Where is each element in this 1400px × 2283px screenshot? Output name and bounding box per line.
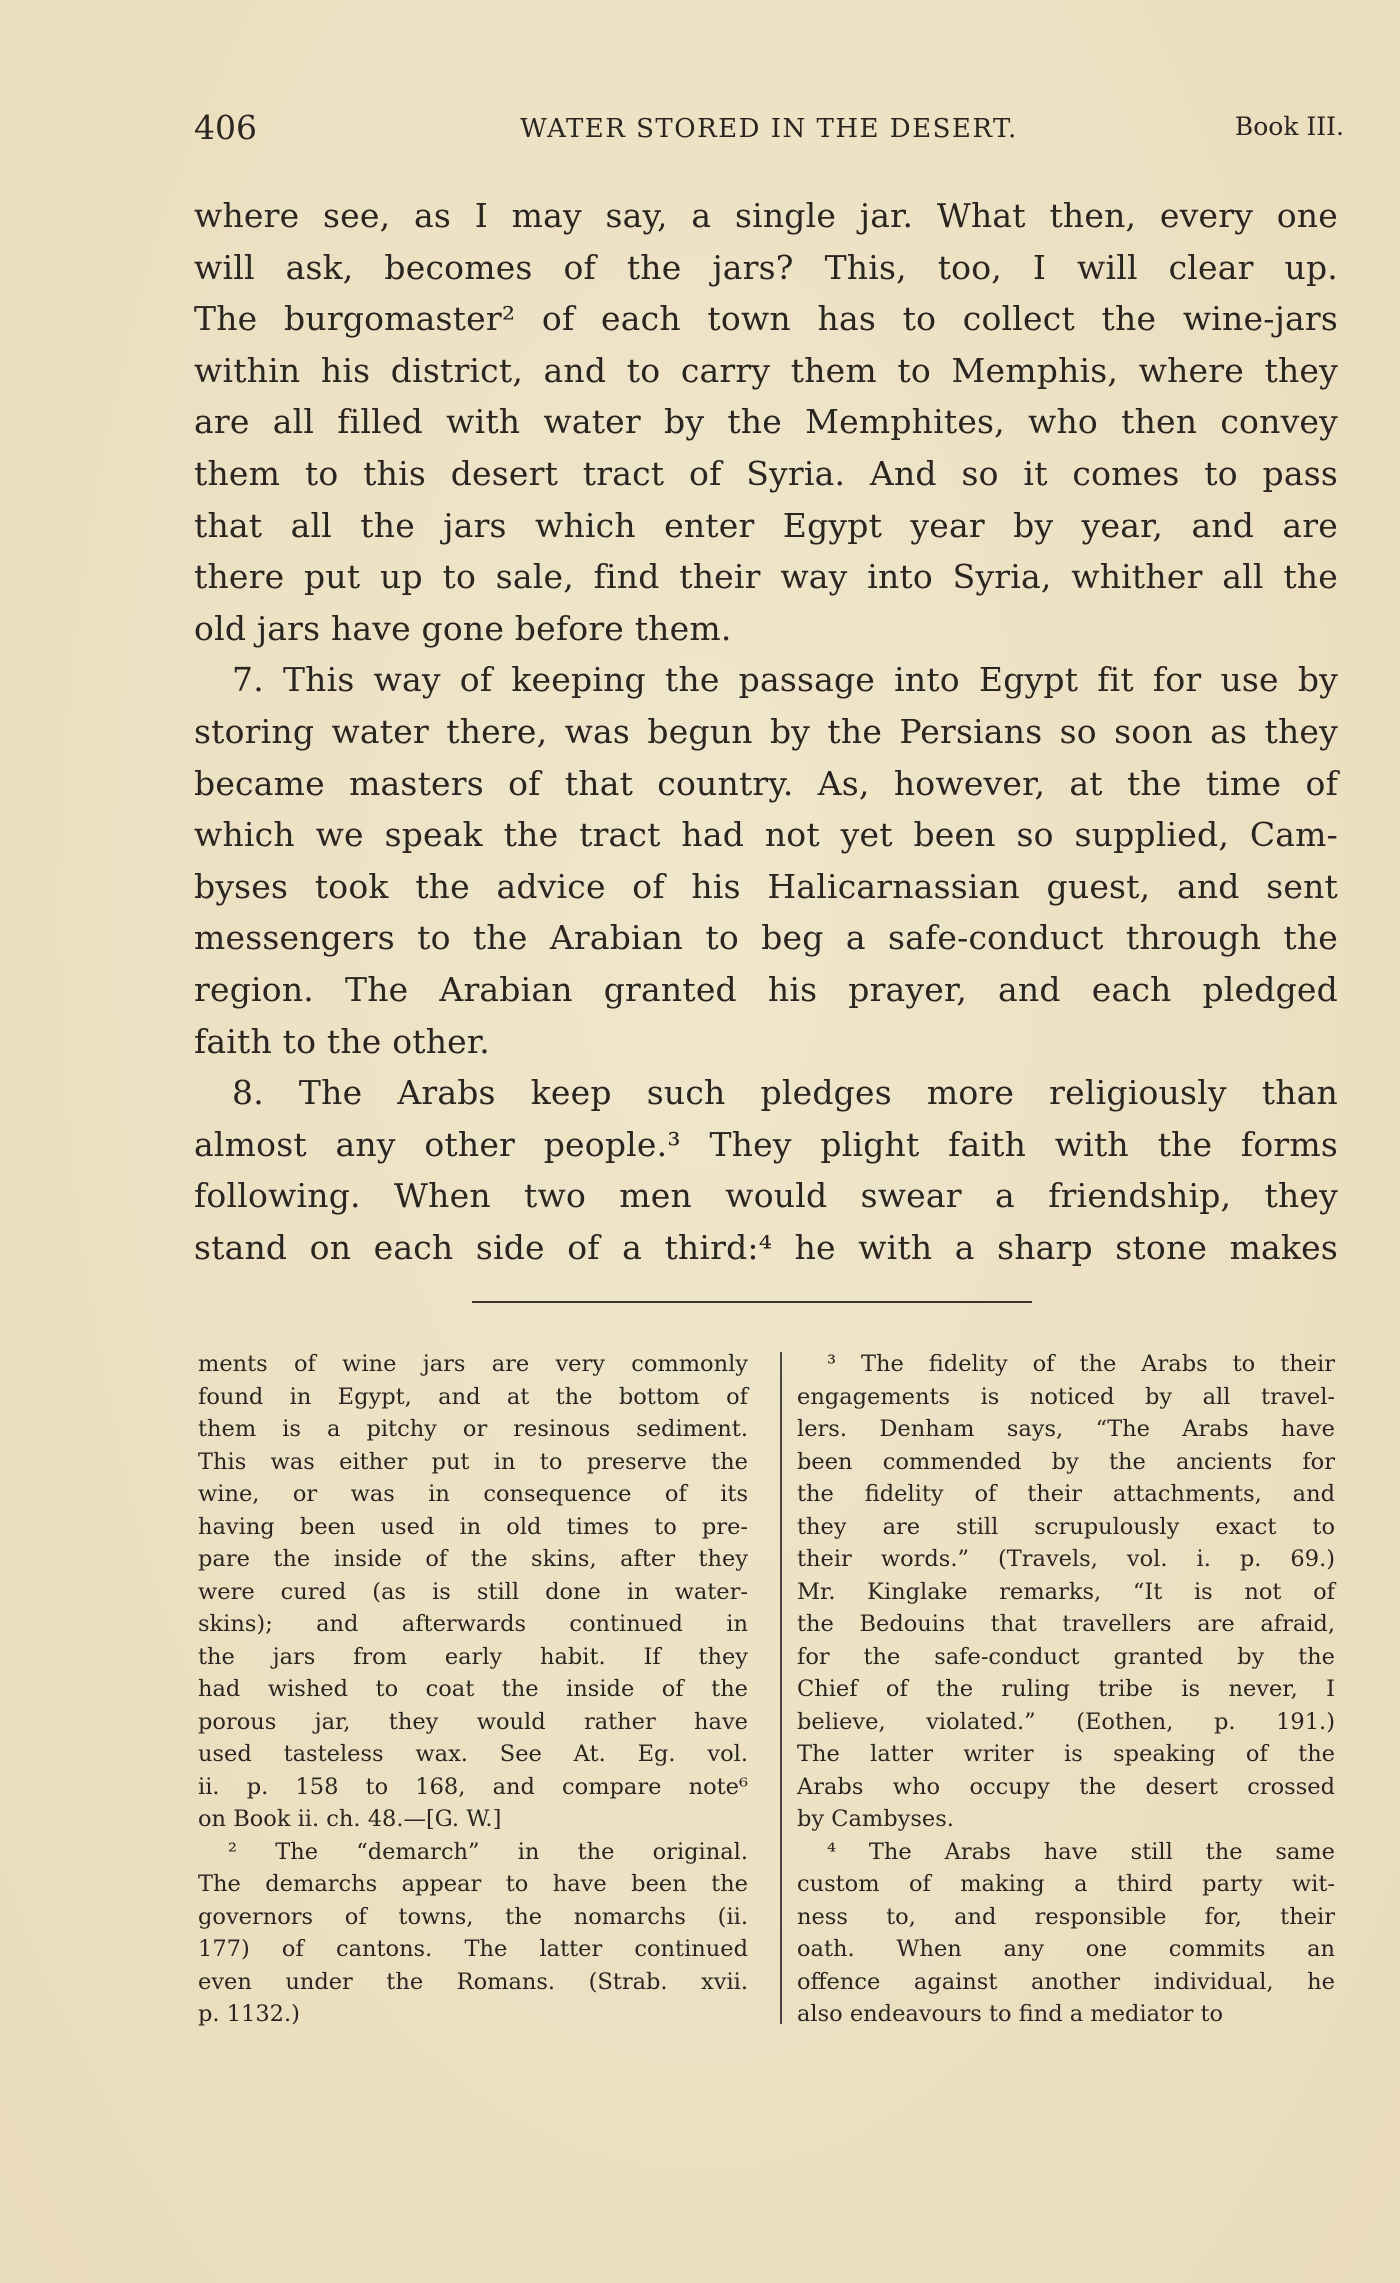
footnote-rule (472, 1301, 1032, 1303)
footnote-line: governors of towns, the nomarchs (ii. (198, 1903, 748, 1930)
text-line: storing water there, was begun by the Persians so soon as they (194, 711, 1338, 751)
footnote-line: ness to, and responsible for, their (797, 1903, 1335, 1930)
footnote-line: on Book ii. ch. 48.—[G. W.] (198, 1806, 502, 1832)
paragraph-8-start: 8. The Arabs keep such pledges more religiously than (232, 1073, 1338, 1113)
footnote-line: used tasteless wax. See At. Eg. vol. (198, 1741, 748, 1767)
footnote-line: the fidelity of their attachments, and (797, 1481, 1335, 1507)
footnote-line: ii. p. 158 to 168, and compare note⁶ (198, 1773, 748, 1800)
text-line: following. When two men would swear a friendship, they (194, 1176, 1338, 1216)
text-line: them to this desert tract of Syria. And so it comes to pass (194, 453, 1338, 493)
text-line: faith to the other. (194, 1021, 490, 1061)
footnote-line: wine, or was in consequence of its (198, 1481, 748, 1507)
footnote-line: were cured (as is still done in water- (198, 1578, 748, 1605)
footnote-line: custom of making a third party wit- (797, 1871, 1335, 1897)
text-line: within his district, and to carry them to Memphis, where they (194, 350, 1338, 390)
footnote-line: Chief of the ruling tribe is never, I (797, 1676, 1335, 1702)
text-line: are all filled with water by the Memphites, who then convey (194, 402, 1338, 442)
footnote-line: the jars from early habit. If they (198, 1643, 748, 1670)
footnote-line: pare the inside of the skins, after they (198, 1546, 748, 1572)
footnotes-right-column (797, 1348, 1335, 2031)
footnote-line: having been used in old times to pre- (198, 1513, 748, 1540)
footnote-line: found in Egypt, and at the bottom of (198, 1383, 748, 1410)
text-line: stand on each side of a third:⁴ he with a sharp stone makes (194, 1227, 1338, 1267)
footnote-line: The demarchs appear to have been the (198, 1871, 748, 1897)
text-line: where see, as I may say, a single jar. What then, every one (194, 196, 1338, 235)
footnote-line: Mr. Kinglake remarks, “It is not of (797, 1578, 1335, 1605)
footnote-line: for the safe-conduct granted by the (797, 1643, 1335, 1670)
text-line: that all the jars which enter Egypt year by year, and are (194, 505, 1338, 545)
footnote-line: their words.” (Travels, vol. i. p. 69.) (797, 1546, 1335, 1572)
footnote-line: offence against another individual, he (797, 1968, 1335, 1995)
footnote-4-start: ⁴ The Arabs have still the same (827, 1838, 1335, 1865)
footnote-3-start: ³ The fidelity of the Arabs to their (827, 1351, 1335, 1377)
column-divider (780, 1352, 782, 2024)
footnote-line: engagements is noticed by all travel- (797, 1383, 1335, 1410)
paragraph-7-start: 7. This way of keeping the passage into Egypt fit for use by (232, 660, 1338, 700)
footnote-2-start: ² The “demarch” in the original. (228, 1838, 748, 1865)
footnote-line: they are still scrupulously exact to (797, 1513, 1335, 1540)
footnote-line: 177) of cantons. The latter continued (198, 1936, 748, 1962)
text-line: byses took the advice of his Halicarnassian guest, and sent (194, 866, 1338, 906)
footnote-line: lers. Denham says, “The Arabs have (797, 1416, 1335, 1442)
text-line: will ask, becomes of the jars? This, too, I will clear up. (194, 247, 1338, 287)
footnote-line: believe, violated.” (Eothen, p. 191.) (797, 1708, 1335, 1735)
text-line: became masters of that country. As, however, at the time of (194, 763, 1338, 803)
running-header (194, 108, 1344, 148)
footnote-line: had wished to coat the inside of the (198, 1676, 748, 1702)
footnote-line: them is a pitchy or resinous sediment. (198, 1416, 748, 1442)
book-label: Book III. (1234, 112, 1344, 141)
footnote-line: even under the Romans. (Strab. xvii. (198, 1968, 748, 1995)
footnote-line: p. 1132.) (198, 2001, 300, 2027)
footnote-line: by Cambyses. (797, 1806, 954, 1832)
footnote-line: Arabs who occupy the desert crossed (797, 1773, 1335, 1800)
footnote-line: The latter writer is speaking of the (797, 1741, 1335, 1767)
footnote-line: oath. When any one commits an (797, 1936, 1335, 1962)
text-line: region. The Arabian granted his prayer, and each pledged (194, 969, 1338, 1009)
footnote-line: porous jar, they would rather have (198, 1708, 748, 1735)
footnote-line: been commended by the ancients for (797, 1448, 1335, 1475)
text-line: messengers to the Arabian to beg a safe-conduct through the (194, 918, 1338, 958)
text-line: The burgomaster² of each town has to collect the wine-jars (194, 299, 1338, 339)
footnote-line: This was either put in to preserve the (198, 1448, 748, 1475)
page-number: 406 (194, 108, 257, 147)
footnote-line: the Bedouins that travellers are afraid, (797, 1611, 1335, 1637)
main-text (194, 190, 1338, 1273)
text-line: there put up to sale, find their way into Syria, whither all the (194, 557, 1338, 597)
footnote-line: ments of wine jars are very commonly (198, 1351, 748, 1377)
running-title: WATER STORED IN THE DESERT. (520, 114, 1018, 144)
text-line: old jars have gone before them. (194, 608, 732, 648)
footnote-line: also endeavours to find a mediator to (797, 2001, 1224, 2027)
footnotes-left-column (198, 1348, 748, 2031)
text-line: almost any other people.³ They plight faith with the forms (194, 1124, 1338, 1164)
footnote-line: skins); and afterwards continued in (198, 1611, 748, 1637)
text-line: which we speak the tract had not yet been so supplied, Cam- (194, 815, 1338, 855)
